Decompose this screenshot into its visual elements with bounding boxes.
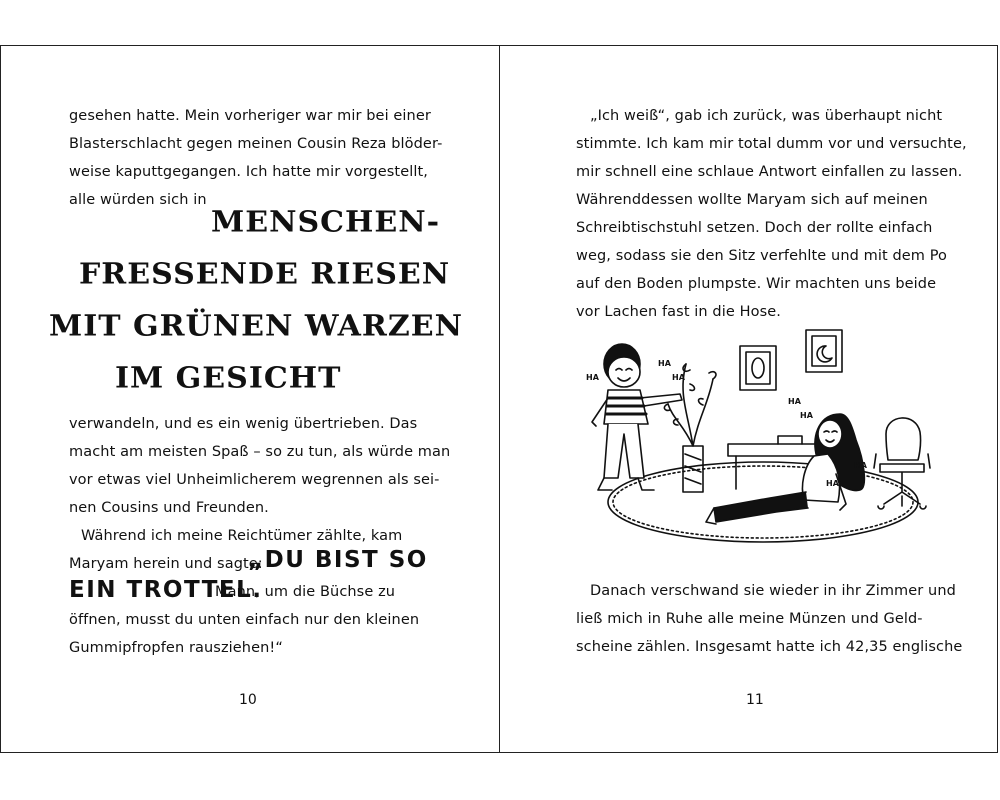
laugh-label: HA: [658, 359, 671, 368]
headline-line: IM GESICHT: [115, 361, 342, 396]
text-line: Schreibtischstuhl setzen. Doch der rollte einfach: [576, 220, 933, 236]
laugh-label: HA: [788, 397, 801, 406]
page-number: 10: [239, 692, 257, 708]
right-page: [500, 46, 999, 752]
text-line: nen Cousins und Freunden.: [69, 500, 269, 516]
laugh-label: HA: [672, 373, 685, 382]
book-spread: [0, 45, 998, 753]
laugh-label: HA: [586, 373, 599, 382]
text-line: Blasterschlacht gegen meinen Cousin Reza blöder-: [69, 136, 443, 152]
text-line: öffnen, musst du unten einfach nur den kleinen: [69, 612, 420, 628]
laugh-label: HA: [800, 411, 813, 420]
text-line: weise kaputtgegangen. Ich hatte mir vorgestellt,: [69, 164, 428, 180]
boy-arm: [640, 394, 682, 406]
text-line: „Ich weiß“, gab ich zurück, was überhaupt nicht: [590, 108, 943, 124]
boy-face: [608, 357, 640, 387]
text-line: alle würden sich in: [69, 192, 207, 208]
illustration-laughing-kids: [578, 324, 958, 556]
shout-text: EIN TROTTEL.: [69, 577, 263, 603]
headline-line: FRESSENDE RIESEN: [79, 257, 451, 292]
headline-line: MENSCHEN-: [211, 205, 441, 240]
text-line: Gummipfropfen rausziehen!“: [69, 640, 283, 656]
page-number: 11: [746, 692, 764, 708]
text-line: Währenddessen wollte Maryam sich auf meinen: [576, 192, 928, 208]
headline-line: MIT GRÜNEN WARZEN: [49, 309, 464, 344]
text-line: macht am meisten Spaß – so zu tun, als würde man: [69, 444, 451, 460]
boy-pants: [604, 424, 644, 478]
text-line: vor etwas viel Unheimlicherem wegrennen als sei-: [69, 472, 440, 488]
laugh-label: HA: [826, 479, 839, 488]
text-line: mir schnell eine schlaue Antwort einfallen zu lassen.: [576, 164, 963, 180]
text-line: vor Lachen fast in die Hose.: [576, 304, 781, 320]
laugh-label: HA: [854, 461, 867, 470]
text-line: stimmte. Ich kam mir total dumm vor und versuchte,: [576, 136, 967, 152]
text-line: weg, sodass sie den Sitz verfehlte und mit dem Po: [576, 248, 948, 264]
shout-text: „DU BIST SO: [248, 547, 428, 573]
desk-chair: [886, 418, 921, 460]
text-line: scheine zählen. Insgesamt hatte ich 42,35 englische: [576, 639, 963, 655]
left-page: [1, 46, 499, 752]
girl-face: [818, 420, 842, 448]
text-line: auf den Boden plumpste. Wir machten uns beide: [576, 276, 937, 292]
text-line: Maryam herein und sagte:: [69, 556, 263, 572]
girl-legs: [714, 492, 808, 522]
text-line: Während ich meine Reichtümer zählte, kam: [81, 528, 403, 544]
text-line: verwandeln, und es ein wenig übertrieben. Das: [69, 416, 418, 432]
text-line: Danach verschwand sie wieder in ihr Zimmer und: [590, 583, 956, 599]
text-line: Mann, um die Büchse zu: [215, 584, 396, 600]
text-line: ließ mich in Ruhe alle meine Münzen und Geld-: [576, 611, 923, 627]
text-line: gesehen hatte. Mein vorheriger war mir bei einer: [69, 108, 431, 124]
